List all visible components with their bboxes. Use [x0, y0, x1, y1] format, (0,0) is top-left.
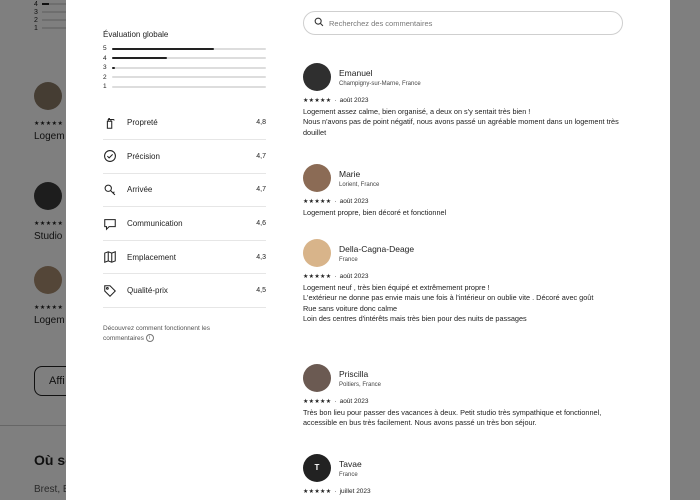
- reviewer-location: Champigny-sur-Marne, France: [339, 80, 421, 87]
- chat-bubble-icon: [103, 216, 127, 232]
- category-label: Communication: [127, 219, 183, 229]
- histogram-row-label: 4: [103, 54, 107, 62]
- separator-dot: ·: [334, 97, 337, 104]
- reviewer-location: Poitiers, France: [339, 381, 382, 388]
- price-tag-icon: [103, 283, 127, 299]
- review-line: L'extérieur ne donne pas envie mais une fois à l'intérieur on oublie vite . Décoré avec goût: [303, 293, 594, 303]
- review-text: [303, 107, 623, 138]
- category-label: Propreté: [127, 118, 158, 128]
- histogram-row-label: 2: [103, 73, 107, 81]
- category-score: 4,5: [256, 287, 266, 295]
- reviews-modal: [66, 0, 670, 500]
- rating-stars: ★★★★★: [303, 98, 332, 104]
- reviewer-name: Emanuel: [339, 67, 373, 78]
- histogram-row: [103, 73, 266, 83]
- review-date: août 2023: [339, 273, 369, 280]
- reviewer-name: Marie: [339, 168, 361, 179]
- avatar[interactable]: [303, 164, 331, 192]
- separator-dot: ·: [334, 398, 337, 405]
- key-icon: [103, 182, 127, 198]
- histogram-bar-track: [112, 86, 266, 88]
- category-row-accuracy: [103, 140, 266, 174]
- category-score: 4,8: [256, 119, 266, 127]
- histogram-bar-fill: [112, 57, 167, 59]
- category-label: Précision: [127, 151, 160, 161]
- check-circle-icon: [103, 148, 127, 164]
- review-item: [303, 454, 623, 495]
- histogram-bar-track: [112, 67, 266, 69]
- review-date: août 2023: [339, 198, 369, 205]
- search-icon: [314, 14, 324, 32]
- histogram-row: [103, 63, 266, 73]
- review-line: Loin des centres d'intérêts mais très bien pour des nuits de passages: [303, 314, 527, 324]
- reviewer-location: France: [339, 256, 358, 263]
- histogram-bar-track: [112, 57, 266, 59]
- footnote-line: Découvrez comment fonctionnent les: [103, 325, 210, 333]
- reviews-info-link[interactable]: [103, 324, 266, 344]
- category-row-checkin: [103, 174, 266, 208]
- avatar[interactable]: T: [303, 454, 331, 482]
- overall-rating-histogram: [103, 44, 266, 92]
- review-item: [303, 63, 623, 138]
- category-score: 4,7: [256, 152, 266, 160]
- category-ratings-list: [103, 107, 266, 309]
- histogram-row-label: 3: [103, 64, 107, 72]
- rating-stars: ★★★★★: [303, 274, 332, 280]
- reviewer-name: Tavae: [339, 458, 362, 469]
- reviews-panel: [303, 11, 623, 495]
- review-line: Rue sans voiture donc calme: [303, 303, 398, 313]
- category-score: 4,7: [256, 186, 266, 194]
- map-icon: [103, 249, 127, 265]
- avatar[interactable]: [303, 239, 331, 267]
- reviewer-name: Priscilla: [339, 368, 369, 379]
- histogram-row: [103, 82, 266, 92]
- overall-rating-title: Évaluation globale: [103, 30, 169, 39]
- reviewer-location: Lorient, France: [339, 181, 380, 188]
- info-icon[interactable]: i: [146, 334, 154, 342]
- search-input[interactable]: [329, 19, 609, 28]
- review-text: [303, 283, 623, 325]
- review-date: août 2023: [339, 398, 369, 405]
- search-bar[interactable]: [303, 11, 623, 35]
- category-row-location: [103, 241, 266, 275]
- review-line: Très bon lieu pour passer des vacances à deux. Petit studio très sympathique et fonctionnel, accessible en bus très facilement. Nous avons passé un très bon séjour.: [303, 408, 602, 428]
- review-line: Logement propre, bien décoré et fonctionnel: [303, 208, 447, 217]
- histogram-row: [103, 54, 266, 64]
- review-line: Nous n'avons pas de point négatif, nous avons passé un agréable moment dans un logement très douillet: [303, 117, 619, 137]
- histogram-bar-track: [112, 48, 266, 50]
- review-date: juillet 2023: [339, 488, 371, 495]
- review-line: Logement neuf , très bien équipé et extrêmement propre !: [303, 283, 490, 292]
- rating-stars: ★★★★★: [303, 399, 332, 405]
- histogram-row-label: 1: [103, 83, 107, 91]
- reviewer-location: France: [339, 471, 358, 478]
- separator-dot: ·: [334, 198, 337, 205]
- reviewer-name: Della-Cagna-Deage: [339, 243, 415, 254]
- separator-dot: ·: [334, 488, 337, 495]
- review-item: [303, 364, 623, 429]
- review-line: Logement assez calme, bien organisé, a deux on s'y sentait très bien !: [303, 107, 531, 116]
- avatar[interactable]: [303, 63, 331, 91]
- review-item: [303, 239, 623, 325]
- category-row-cleanliness: [103, 107, 266, 141]
- category-label: Qualité-prix: [127, 286, 168, 296]
- category-row-value: [103, 274, 266, 308]
- histogram-bar-fill: [112, 48, 214, 50]
- ratings-summary-panel: [103, 30, 266, 344]
- spray-bottle-icon: [103, 115, 127, 131]
- review-text: [303, 208, 623, 218]
- category-label: Arrivée: [127, 185, 153, 195]
- avatar[interactable]: [303, 364, 331, 392]
- category-score: 4,6: [256, 220, 266, 228]
- category-score: 4,3: [256, 253, 266, 261]
- footnote-line: commentaires: [103, 335, 144, 343]
- histogram-bar-fill: [112, 67, 115, 69]
- review-item: [303, 164, 623, 218]
- rating-stars: ★★★★★: [303, 199, 332, 205]
- rating-stars: ★★★★★: [303, 489, 332, 495]
- category-label: Emplacement: [127, 252, 176, 262]
- review-text: [303, 408, 623, 429]
- histogram-row: [103, 44, 266, 54]
- category-row-communication: [103, 207, 266, 241]
- histogram-bar-track: [112, 76, 266, 78]
- review-date: août 2023: [339, 97, 369, 104]
- separator-dot: ·: [334, 273, 337, 280]
- histogram-row-label: 5: [103, 45, 107, 53]
